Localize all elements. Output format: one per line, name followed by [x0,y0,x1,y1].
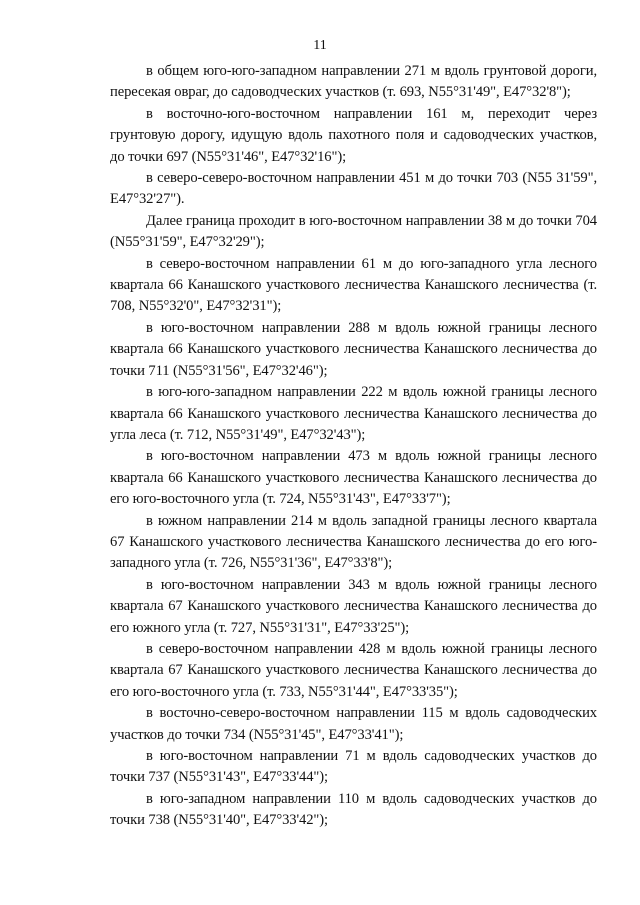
paragraph-12: в восточно-северо-восточном направлении 115 м вдоль садоводческих участков до точки 734 (N55°31'45", E47°33'41"); [110,705,597,743]
paragraph-6: в юго-восточном направлении 288 м вдоль южной границы лесного квартала 66 Канашского участкового лесничества Канашского лесничества до точки 711 (N55°31'56", E47°32'46"); [110,319,597,379]
paragraph-5: в северо-восточном направлении 61 м до юго-западного угла лесного квартала 66 Канашского участкового лесничества Канашского лесничества (т. 708, N55°32'0", E47°32'31"); [110,255,597,315]
paragraph-1: в общем юго-юго-западном направлении 271 м вдоль грунтовой дороги, пересекая овраг, до садоводческих участков (т. 693, N55°31'49", E47°32'8"); [110,63,597,101]
paragraph-10: в юго-восточном направлении 343 м вдоль южной границы лесного квартала 67 Канашского участкового лесничества Канашского лесничества до его южного угла (т. 727, N55°31'31", E47°33'25"); [110,576,597,636]
paragraph-2: в восточно-юго-восточном направлении 161 м, переходит через грунтовую дорогу, идущую вдоль пахотного поля и садоводческих участков, до точки 697 (N55°31'46", E47°32'16"); [110,105,597,165]
paragraph-14: в юго-западном направлении 110 м вдоль садоводческих участков до точки 738 (N55°31'40", E47°33'42"); [110,790,597,829]
paragraph-13: в юго-восточном направлении 71 м вдоль садоводческих участков до точки 737 (N55°31'43", E47°33'44"); [110,748,597,786]
paragraph-3: в северо-северо-восточном направлении 451 м до точки 703 (N55 31'59", E47°32'27"). [110,170,597,208]
document-body [110,61,597,832]
paragraph-7: в юго-юго-западном направлении 222 м вдоль южной границы лесного квартала 66 Канашского участкового лесничества Канашского лесничества до угла леса (т. 712, N55°31'49", E47°32'43"); [110,384,597,443]
paragraph-11: в северо-восточном направлении 428 м вдоль южной границы лесного квартала 67 Канашского участкового лесничества Канашского лесничества до его юго-восточного угла (т. 733, N55°31'44", E47°33'35"); [110,640,597,700]
paragraph-4: Далее граница проходит в юго-восточном направлении 38 м до точки 704 (N55°31'59", E47°32'29"); [110,212,597,251]
paragraph-8: в юго-восточном направлении 473 м вдоль южной границы лесного квартала 66 Канашского участкового лесничества Канашского лесничества до его юго-восточного угла (т. 724, N55°31'43", E47°33'7"); [110,448,597,508]
page-number: 11 [313,38,327,53]
paragraph-9: в южном направлении 214 м вдоль западной границы лесного квартала 67 Канашского участкового лесничества Канашского лесничества до его юго-западного угла (т. 726, N55°31'36", E47°33'8"); [110,512,597,572]
